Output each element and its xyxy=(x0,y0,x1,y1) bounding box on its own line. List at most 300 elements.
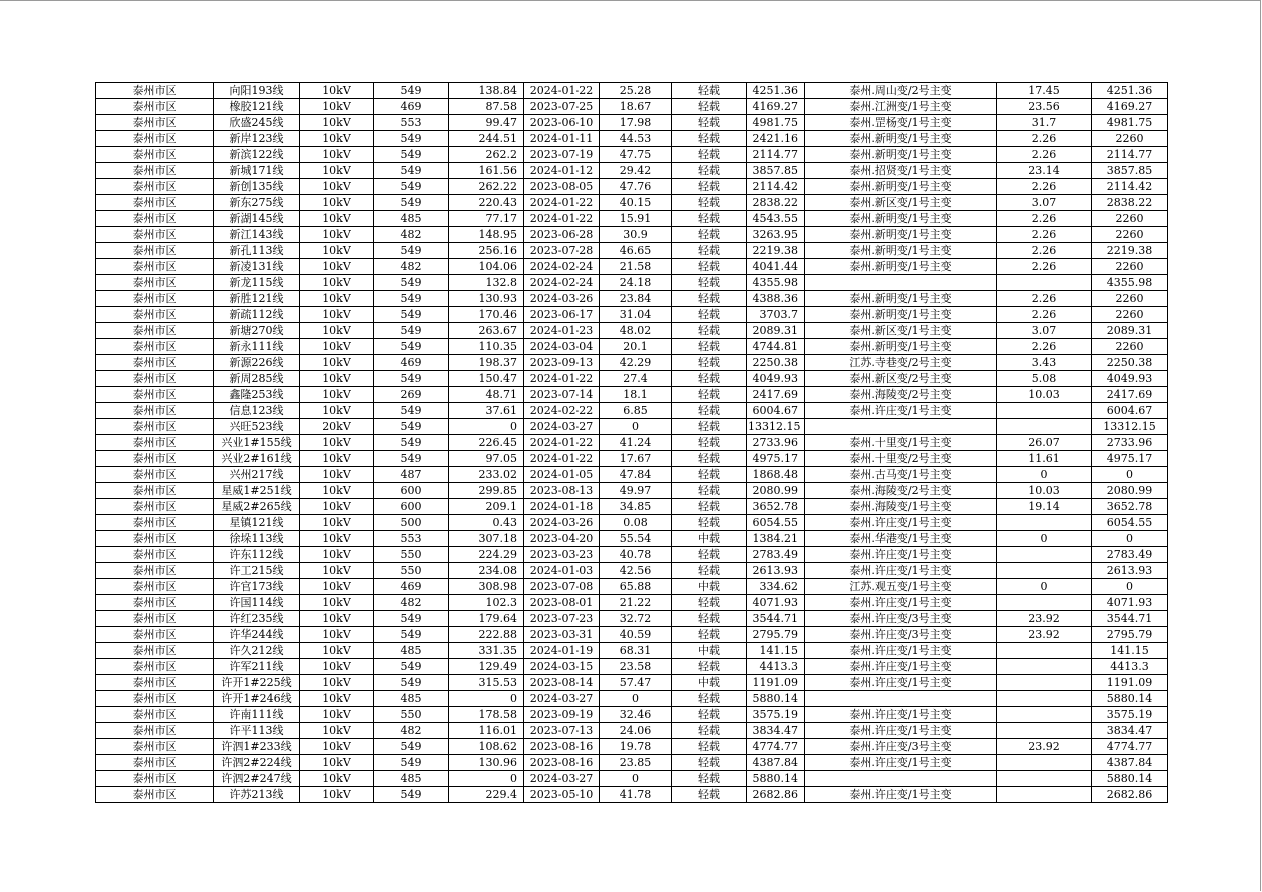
cell-load-status: 轻载 xyxy=(672,499,747,515)
cell-voltage: 10kV xyxy=(300,643,374,659)
cell-available: 2089.31 xyxy=(1092,323,1168,339)
cell-date: 2024-01-12 xyxy=(524,163,600,179)
cell-transformer-rate: 19.14 xyxy=(997,499,1092,515)
cell-region: 泰州市区 xyxy=(96,307,214,323)
cell-available: 4981.75 xyxy=(1092,115,1168,131)
table-row xyxy=(96,403,1168,419)
cell-line-name: 新岸123线 xyxy=(214,131,300,147)
table-row xyxy=(96,595,1168,611)
cell-load-status: 轻载 xyxy=(672,275,747,291)
cell-region: 泰州市区 xyxy=(96,579,214,595)
cell-load-rate: 29.42 xyxy=(600,163,672,179)
cell-load-status: 轻载 xyxy=(672,371,747,387)
cell-remaining: 3544.71 xyxy=(747,611,805,627)
table-row xyxy=(96,259,1168,275)
cell-load-rate: 21.22 xyxy=(600,595,672,611)
cell-line-name: 新创135线 xyxy=(214,179,300,195)
cell-voltage: 10kV xyxy=(300,339,374,355)
cell-voltage: 10kV xyxy=(300,355,374,371)
cell-load-rate: 31.04 xyxy=(600,307,672,323)
cell-region: 泰州市区 xyxy=(96,691,214,707)
cell-load-status: 中载 xyxy=(672,531,747,547)
table-row xyxy=(96,339,1168,355)
cell-capacity: 485 xyxy=(374,211,449,227)
cell-transformer: 泰州.许庄变/1号主变 xyxy=(805,659,997,675)
cell-transformer: 泰州.许庄变/1号主变 xyxy=(805,403,997,419)
cell-load-status: 轻载 xyxy=(672,83,747,99)
cell-capacity: 549 xyxy=(374,675,449,691)
cell-load: 99.47 xyxy=(449,115,524,131)
cell-date: 2023-07-13 xyxy=(524,723,600,739)
cell-load-rate: 27.4 xyxy=(600,371,672,387)
cell-load-rate: 30.9 xyxy=(600,227,672,243)
cell-region: 泰州市区 xyxy=(96,227,214,243)
cell-voltage: 10kV xyxy=(300,163,374,179)
cell-load-status: 轻载 xyxy=(672,163,747,179)
cell-load-rate: 44.53 xyxy=(600,131,672,147)
cell-transformer: 泰州.许庄变/1号主变 xyxy=(805,755,997,771)
cell-available: 2838.22 xyxy=(1092,195,1168,211)
cell-line-name: 新周285线 xyxy=(214,371,300,387)
cell-date: 2023-07-08 xyxy=(524,579,600,595)
cell-transformer: 泰州.新明变/1号主变 xyxy=(805,291,997,307)
cell-remaining: 2250.38 xyxy=(747,355,805,371)
cell-region: 泰州市区 xyxy=(96,147,214,163)
cell-load: 102.3 xyxy=(449,595,524,611)
cell-remaining: 2613.93 xyxy=(747,563,805,579)
cell-transformer: 泰州.新明变/1号主变 xyxy=(805,211,997,227)
cell-transformer-rate: 2.26 xyxy=(997,147,1092,163)
cell-line-name: 许泗2#224线 xyxy=(214,755,300,771)
cell-load-status: 轻载 xyxy=(672,307,747,323)
cell-load: 308.98 xyxy=(449,579,524,595)
cell-line-name: 新城171线 xyxy=(214,163,300,179)
cell-load-rate: 34.85 xyxy=(600,499,672,515)
cell-remaining: 2417.69 xyxy=(747,387,805,403)
cell-region: 泰州市区 xyxy=(96,387,214,403)
cell-line-name: 橡胶121线 xyxy=(214,99,300,115)
cell-load-status: 轻载 xyxy=(672,787,747,803)
table-row xyxy=(96,131,1168,147)
cell-region: 泰州市区 xyxy=(96,483,214,499)
cell-load-status: 轻载 xyxy=(672,435,747,451)
cell-line-name: 兴州217线 xyxy=(214,467,300,483)
cell-voltage: 10kV xyxy=(300,259,374,275)
cell-load: 315.53 xyxy=(449,675,524,691)
cell-capacity: 549 xyxy=(374,147,449,163)
cell-load-rate: 21.58 xyxy=(600,259,672,275)
cell-available: 3575.19 xyxy=(1092,707,1168,723)
cell-capacity: 549 xyxy=(374,195,449,211)
cell-available: 3857.85 xyxy=(1092,163,1168,179)
cell-remaining: 5880.14 xyxy=(747,771,805,787)
cell-line-name: 新凌131线 xyxy=(214,259,300,275)
cell-load-rate: 40.59 xyxy=(600,627,672,643)
cell-region: 泰州市区 xyxy=(96,675,214,691)
cell-load-rate: 40.15 xyxy=(600,195,672,211)
cell-date: 2024-01-22 xyxy=(524,451,600,467)
cell-transformer: 泰州.十里变/2号主变 xyxy=(805,451,997,467)
cell-transformer-rate: 2.26 xyxy=(997,307,1092,323)
cell-capacity: 550 xyxy=(374,563,449,579)
cell-voltage: 10kV xyxy=(300,787,374,803)
cell-capacity: 549 xyxy=(374,131,449,147)
cell-voltage: 10kV xyxy=(300,771,374,787)
cell-capacity: 485 xyxy=(374,643,449,659)
cell-load-rate: 0 xyxy=(600,691,672,707)
cell-capacity: 487 xyxy=(374,467,449,483)
cell-voltage: 10kV xyxy=(300,707,374,723)
cell-transformer-rate: 26.07 xyxy=(997,435,1092,451)
cell-line-name: 新孔113线 xyxy=(214,243,300,259)
cell-date: 2024-01-05 xyxy=(524,467,600,483)
cell-load-status: 轻载 xyxy=(672,339,747,355)
cell-transformer-rate xyxy=(997,403,1092,419)
cell-load: 108.62 xyxy=(449,739,524,755)
table-row xyxy=(96,771,1168,787)
cell-load: 116.01 xyxy=(449,723,524,739)
cell-capacity: 549 xyxy=(374,659,449,675)
cell-available: 2260 xyxy=(1092,259,1168,275)
cell-line-name: 许泗1#233线 xyxy=(214,739,300,755)
cell-transformer-rate: 23.14 xyxy=(997,163,1092,179)
cell-region: 泰州市区 xyxy=(96,323,214,339)
cell-load-rate: 23.58 xyxy=(600,659,672,675)
table-row xyxy=(96,99,1168,115)
cell-load-status: 轻载 xyxy=(672,547,747,563)
cell-load-rate: 15.91 xyxy=(600,211,672,227)
cell-available: 3544.71 xyxy=(1092,611,1168,627)
cell-load: 299.85 xyxy=(449,483,524,499)
cell-transformer-rate: 23.92 xyxy=(997,739,1092,755)
cell-load-rate: 23.85 xyxy=(600,755,672,771)
cell-capacity: 485 xyxy=(374,771,449,787)
cell-region: 泰州市区 xyxy=(96,419,214,435)
cell-line-name: 许国114线 xyxy=(214,595,300,611)
table-row xyxy=(96,371,1168,387)
cell-load-rate: 55.54 xyxy=(600,531,672,547)
cell-load-status: 轻载 xyxy=(672,707,747,723)
cell-capacity: 549 xyxy=(374,83,449,99)
cell-line-name: 许军211线 xyxy=(214,659,300,675)
cell-transformer-rate xyxy=(997,771,1092,787)
cell-date: 2023-06-28 xyxy=(524,227,600,243)
cell-capacity: 549 xyxy=(374,291,449,307)
cell-date: 2023-08-13 xyxy=(524,483,600,499)
cell-date: 2023-08-16 xyxy=(524,739,600,755)
cell-date: 2023-05-10 xyxy=(524,787,600,803)
cell-line-name: 许官173线 xyxy=(214,579,300,595)
cell-remaining: 3857.85 xyxy=(747,163,805,179)
cell-remaining: 1191.09 xyxy=(747,675,805,691)
cell-date: 2023-03-31 xyxy=(524,627,600,643)
cell-line-name: 星威1#251线 xyxy=(214,483,300,499)
cell-load-rate: 68.31 xyxy=(600,643,672,659)
cell-load: 0 xyxy=(449,419,524,435)
cell-load-status: 轻载 xyxy=(672,387,747,403)
cell-voltage: 10kV xyxy=(300,83,374,99)
cell-available: 2114.42 xyxy=(1092,179,1168,195)
cell-line-name: 兴业2#161线 xyxy=(214,451,300,467)
cell-transformer-rate: 0 xyxy=(997,579,1092,595)
cell-line-name: 星威2#265线 xyxy=(214,499,300,515)
cell-date: 2023-08-14 xyxy=(524,675,600,691)
cell-remaining: 4975.17 xyxy=(747,451,805,467)
cell-region: 泰州市区 xyxy=(96,179,214,195)
table-row xyxy=(96,195,1168,211)
cell-remaining: 3263.95 xyxy=(747,227,805,243)
cell-transformer: 泰州.新明变/1号主变 xyxy=(805,131,997,147)
cell-transformer: 泰州.新明变/1号主变 xyxy=(805,243,997,259)
cell-remaining: 4251.36 xyxy=(747,83,805,99)
cell-line-name: 许工215线 xyxy=(214,563,300,579)
cell-remaining: 1384.21 xyxy=(747,531,805,547)
cell-voltage: 10kV xyxy=(300,243,374,259)
cell-transformer: 泰州.许庄变/1号主变 xyxy=(805,707,997,723)
table-row xyxy=(96,707,1168,723)
cell-line-name: 新源226线 xyxy=(214,355,300,371)
cell-transformer: 泰州.许庄变/1号主变 xyxy=(805,675,997,691)
cell-transformer-rate xyxy=(997,659,1092,675)
cell-transformer-rate: 2.26 xyxy=(997,243,1092,259)
cell-load-status: 轻载 xyxy=(672,771,747,787)
cell-capacity: 549 xyxy=(374,435,449,451)
cell-remaining: 2783.49 xyxy=(747,547,805,563)
cell-capacity: 600 xyxy=(374,499,449,515)
cell-date: 2023-07-19 xyxy=(524,147,600,163)
cell-available: 4071.93 xyxy=(1092,595,1168,611)
cell-capacity: 549 xyxy=(374,419,449,435)
cell-transformer-rate xyxy=(997,563,1092,579)
cell-transformer: 泰州.新明变/1号主变 xyxy=(805,179,997,195)
table-row xyxy=(96,163,1168,179)
cell-transformer-rate xyxy=(997,595,1092,611)
cell-line-name: 许泗2#247线 xyxy=(214,771,300,787)
cell-available: 3652.78 xyxy=(1092,499,1168,515)
cell-region: 泰州市区 xyxy=(96,659,214,675)
cell-load-status: 轻载 xyxy=(672,563,747,579)
cell-voltage: 10kV xyxy=(300,547,374,563)
cell-transformer-rate xyxy=(997,275,1092,291)
cell-date: 2024-01-03 xyxy=(524,563,600,579)
cell-voltage: 10kV xyxy=(300,147,374,163)
cell-load-status: 轻载 xyxy=(672,403,747,419)
cell-transformer-rate xyxy=(997,675,1092,691)
cell-transformer-rate: 3.43 xyxy=(997,355,1092,371)
cell-load-status: 轻载 xyxy=(672,243,747,259)
table-row xyxy=(96,675,1168,691)
table-row xyxy=(96,691,1168,707)
cell-load: 209.1 xyxy=(449,499,524,515)
cell-region: 泰州市区 xyxy=(96,259,214,275)
cell-date: 2024-01-23 xyxy=(524,323,600,339)
cell-transformer: 泰州.许庄变/1号主变 xyxy=(805,595,997,611)
cell-transformer-rate xyxy=(997,707,1092,723)
cell-available: 4774.77 xyxy=(1092,739,1168,755)
cell-capacity: 549 xyxy=(374,339,449,355)
cell-date: 2023-07-25 xyxy=(524,99,600,115)
cell-capacity: 549 xyxy=(374,163,449,179)
cell-remaining: 4355.98 xyxy=(747,275,805,291)
cell-remaining: 2219.38 xyxy=(747,243,805,259)
cell-load-status: 轻载 xyxy=(672,419,747,435)
cell-remaining: 6004.67 xyxy=(747,403,805,419)
cell-remaining: 3703.7 xyxy=(747,307,805,323)
cell-transformer: 泰州.许庄变/1号主变 xyxy=(805,547,997,563)
table-row xyxy=(96,467,1168,483)
cell-load: 263.67 xyxy=(449,323,524,339)
cell-region: 泰州市区 xyxy=(96,707,214,723)
cell-load-status: 轻载 xyxy=(672,755,747,771)
cell-transformer-rate xyxy=(997,547,1092,563)
cell-load-rate: 20.1 xyxy=(600,339,672,355)
cell-region: 泰州市区 xyxy=(96,291,214,307)
cell-available: 2260 xyxy=(1092,211,1168,227)
cell-voltage: 10kV xyxy=(300,131,374,147)
table-row xyxy=(96,419,1168,435)
cell-voltage: 10kV xyxy=(300,467,374,483)
cell-region: 泰州市区 xyxy=(96,771,214,787)
cell-load-status: 轻载 xyxy=(672,451,747,467)
cell-available: 0 xyxy=(1092,531,1168,547)
cell-voltage: 10kV xyxy=(300,387,374,403)
cell-available: 3834.47 xyxy=(1092,723,1168,739)
cell-capacity: 500 xyxy=(374,515,449,531)
cell-load-rate: 17.67 xyxy=(600,451,672,467)
cell-capacity: 549 xyxy=(374,787,449,803)
cell-voltage: 10kV xyxy=(300,371,374,387)
cell-remaining: 3575.19 xyxy=(747,707,805,723)
cell-date: 2023-06-10 xyxy=(524,115,600,131)
cell-load-rate: 57.47 xyxy=(600,675,672,691)
cell-voltage: 10kV xyxy=(300,627,374,643)
cell-load: 220.43 xyxy=(449,195,524,211)
cell-load-status: 轻载 xyxy=(672,595,747,611)
cell-transformer-rate: 0 xyxy=(997,531,1092,547)
cell-remaining: 4388.36 xyxy=(747,291,805,307)
cell-transformer: 泰州.许庄变/3号主变 xyxy=(805,739,997,755)
cell-load: 110.35 xyxy=(449,339,524,355)
cell-transformer-rate xyxy=(997,691,1092,707)
cell-available: 4413.3 xyxy=(1092,659,1168,675)
cell-region: 泰州市区 xyxy=(96,611,214,627)
cell-load: 262.22 xyxy=(449,179,524,195)
cell-transformer: 泰州.许庄变/1号主变 xyxy=(805,515,997,531)
cell-transformer: 泰州.许庄变/1号主变 xyxy=(805,723,997,739)
cell-load-rate: 46.65 xyxy=(600,243,672,259)
cell-available: 4049.93 xyxy=(1092,371,1168,387)
cell-transformer: 泰州.新明变/1号主变 xyxy=(805,227,997,243)
cell-date: 2024-01-22 xyxy=(524,371,600,387)
cell-load: 307.18 xyxy=(449,531,524,547)
cell-available: 5880.14 xyxy=(1092,691,1168,707)
cell-load: 97.05 xyxy=(449,451,524,467)
cell-line-name: 许红235线 xyxy=(214,611,300,627)
cell-capacity: 549 xyxy=(374,403,449,419)
table-row xyxy=(96,787,1168,803)
cell-region: 泰州市区 xyxy=(96,739,214,755)
cell-region: 泰州市区 xyxy=(96,787,214,803)
cell-voltage: 10kV xyxy=(300,755,374,771)
table-row xyxy=(96,307,1168,323)
cell-date: 2024-02-24 xyxy=(524,259,600,275)
cell-remaining: 2080.99 xyxy=(747,483,805,499)
cell-capacity: 549 xyxy=(374,323,449,339)
table-row xyxy=(96,627,1168,643)
cell-load-rate: 25.28 xyxy=(600,83,672,99)
cell-voltage: 10kV xyxy=(300,291,374,307)
cell-region: 泰州市区 xyxy=(96,115,214,131)
cell-available: 13312.15 xyxy=(1092,419,1168,435)
table-body xyxy=(96,83,1168,803)
cell-load: 256.16 xyxy=(449,243,524,259)
cell-load: 104.06 xyxy=(449,259,524,275)
cell-transformer: 江苏.寺巷变/2号主变 xyxy=(805,355,997,371)
cell-date: 2024-03-27 xyxy=(524,419,600,435)
cell-load-rate: 0 xyxy=(600,419,672,435)
cell-load-rate: 24.06 xyxy=(600,723,672,739)
cell-remaining: 4049.93 xyxy=(747,371,805,387)
cell-date: 2024-01-19 xyxy=(524,643,600,659)
cell-load: 0.43 xyxy=(449,515,524,531)
cell-remaining: 2795.79 xyxy=(747,627,805,643)
cell-voltage: 10kV xyxy=(300,115,374,131)
cell-region: 泰州市区 xyxy=(96,403,214,419)
cell-voltage: 10kV xyxy=(300,403,374,419)
cell-voltage: 10kV xyxy=(300,211,374,227)
cell-remaining: 13312.15 xyxy=(747,419,805,435)
cell-capacity: 549 xyxy=(374,755,449,771)
cell-region: 泰州市区 xyxy=(96,723,214,739)
cell-date: 2024-01-22 xyxy=(524,211,600,227)
cell-transformer-rate: 3.07 xyxy=(997,323,1092,339)
cell-region: 泰州市区 xyxy=(96,163,214,179)
cell-capacity: 482 xyxy=(374,259,449,275)
cell-remaining: 4774.77 xyxy=(747,739,805,755)
cell-voltage: 10kV xyxy=(300,611,374,627)
cell-region: 泰州市区 xyxy=(96,451,214,467)
cell-transformer-rate: 31.7 xyxy=(997,115,1092,131)
cell-available: 2613.93 xyxy=(1092,563,1168,579)
cell-date: 2023-08-01 xyxy=(524,595,600,611)
cell-transformer-rate: 17.45 xyxy=(997,83,1092,99)
cell-remaining: 5880.14 xyxy=(747,691,805,707)
cell-load: 244.51 xyxy=(449,131,524,147)
cell-load-rate: 40.78 xyxy=(600,547,672,563)
cell-transformer: 泰州.周山变/2号主变 xyxy=(805,83,997,99)
cell-remaining: 4413.3 xyxy=(747,659,805,675)
cell-capacity: 549 xyxy=(374,627,449,643)
cell-date: 2024-02-22 xyxy=(524,403,600,419)
table-row xyxy=(96,275,1168,291)
cell-line-name: 许开1#225线 xyxy=(214,675,300,691)
cell-transformer: 泰州.十里变/1号主变 xyxy=(805,435,997,451)
cell-line-name: 许平113线 xyxy=(214,723,300,739)
cell-region: 泰州市区 xyxy=(96,643,214,659)
cell-available: 6004.67 xyxy=(1092,403,1168,419)
cell-date: 2024-03-15 xyxy=(524,659,600,675)
table-row xyxy=(96,387,1168,403)
cell-load-rate: 6.85 xyxy=(600,403,672,419)
cell-voltage: 10kV xyxy=(300,563,374,579)
cell-remaining: 4041.44 xyxy=(747,259,805,275)
cell-date: 2023-07-14 xyxy=(524,387,600,403)
cell-line-name: 星镇121线 xyxy=(214,515,300,531)
cell-transformer-rate: 2.26 xyxy=(997,259,1092,275)
table-row xyxy=(96,179,1168,195)
cell-region: 泰州市区 xyxy=(96,83,214,99)
cell-region: 泰州市区 xyxy=(96,515,214,531)
